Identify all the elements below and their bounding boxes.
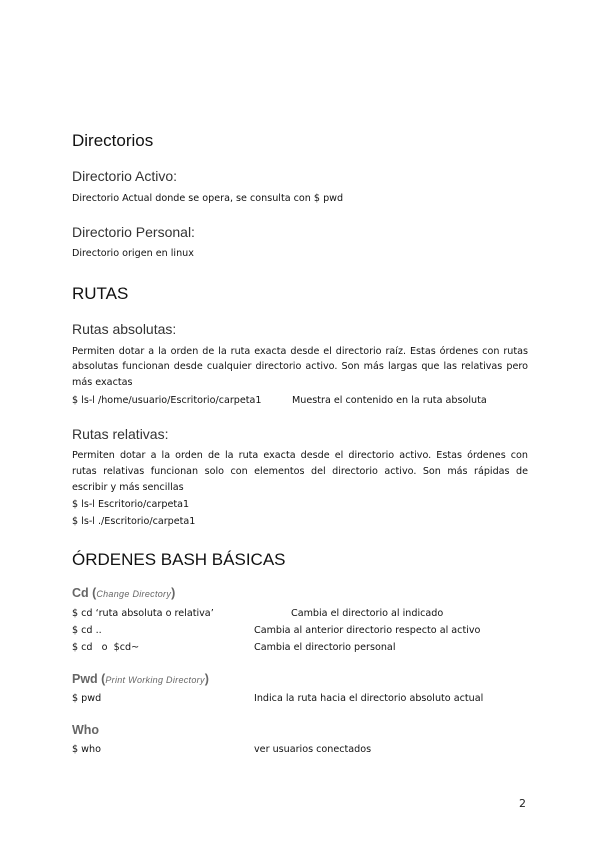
command-row-desc: Cambia al anterior directorio respecto al activo: [254, 625, 481, 636]
example-command: $ ls-l /home/usuario/Escritorio/carpeta1: [72, 395, 262, 406]
text-directorio-personal: Directorio origen en linux: [72, 248, 194, 259]
command-name: Cd: [72, 586, 89, 600]
command-name: Who: [72, 723, 100, 737]
section-title-directorios: Directorios: [72, 131, 154, 150]
heading-pwd: Pwd (Print Working Directory): [72, 672, 209, 686]
heading-rutas-relativas: Rutas relativas:: [72, 426, 169, 442]
paragraph-line: Permiten dotar a la orden de la ruta exacta desde el directorio raíz. Estas órdenes con rutas: [72, 346, 528, 357]
command-row-cmd: $ cd o $cd~: [72, 642, 140, 653]
paragraph-line: absolutas funcionan desde cualquier directorio activo. Son más largas que las relativas pero: [72, 361, 528, 372]
heading-rutas-absolutas: Rutas absolutas:: [72, 321, 177, 337]
heading-who: [72, 723, 99, 737]
command-subtitle: Change Directory: [96, 589, 172, 599]
paragraph-line: más exactas: [72, 377, 133, 388]
heading-directorio-personal: Directorio Personal:: [72, 224, 195, 240]
command-row-cmd: $ who: [72, 744, 101, 755]
section-title-ordenes: ÓRDENES BASH BÁSICAS: [72, 550, 286, 569]
section-title-rutas: RUTAS: [72, 284, 129, 303]
command-row-desc: Indica la ruta hacia el directorio absoluto actual: [254, 693, 484, 704]
command-subtitle: Print Working Directory: [105, 675, 205, 685]
example-command: $ ls-l ./Escritorio/carpeta1: [72, 516, 196, 527]
paragraph-line: rutas relativas funcionan solo con elementos del directorio activo. Son más rápidas de: [72, 466, 528, 477]
example-command: $ ls-l Escritorio/carpeta1: [72, 499, 190, 510]
command-row-cmd: $ pwd: [72, 693, 102, 704]
text-directorio-activo: Directorio Actual donde se opera, se consulta con $ pwd: [72, 193, 344, 204]
paragraph-line: Permiten dotar a la orden de la ruta exacta desde el directorio activo. Estas órdenes con: [72, 450, 528, 461]
command-row-cmd: $ cd ‘ruta absoluta o relativa’: [72, 608, 214, 619]
heading-cd: Cd (Change Directory): [72, 586, 176, 600]
heading-directorio-activo: Directorio Activo:: [72, 168, 178, 184]
command-row-desc: Cambia el directorio personal: [254, 642, 396, 653]
command-row-desc: ver usuarios conectados: [254, 744, 372, 755]
command-row-cmd: $ cd ..: [72, 625, 102, 636]
command-name: Pwd: [72, 672, 98, 686]
command-row-desc: Cambia el directorio al indicado: [291, 608, 444, 619]
paragraph-line: escribir y más sencillas: [72, 482, 184, 493]
example-description: Muestra el contenido en la ruta absoluta: [292, 395, 487, 406]
page-number: 2: [519, 797, 526, 810]
